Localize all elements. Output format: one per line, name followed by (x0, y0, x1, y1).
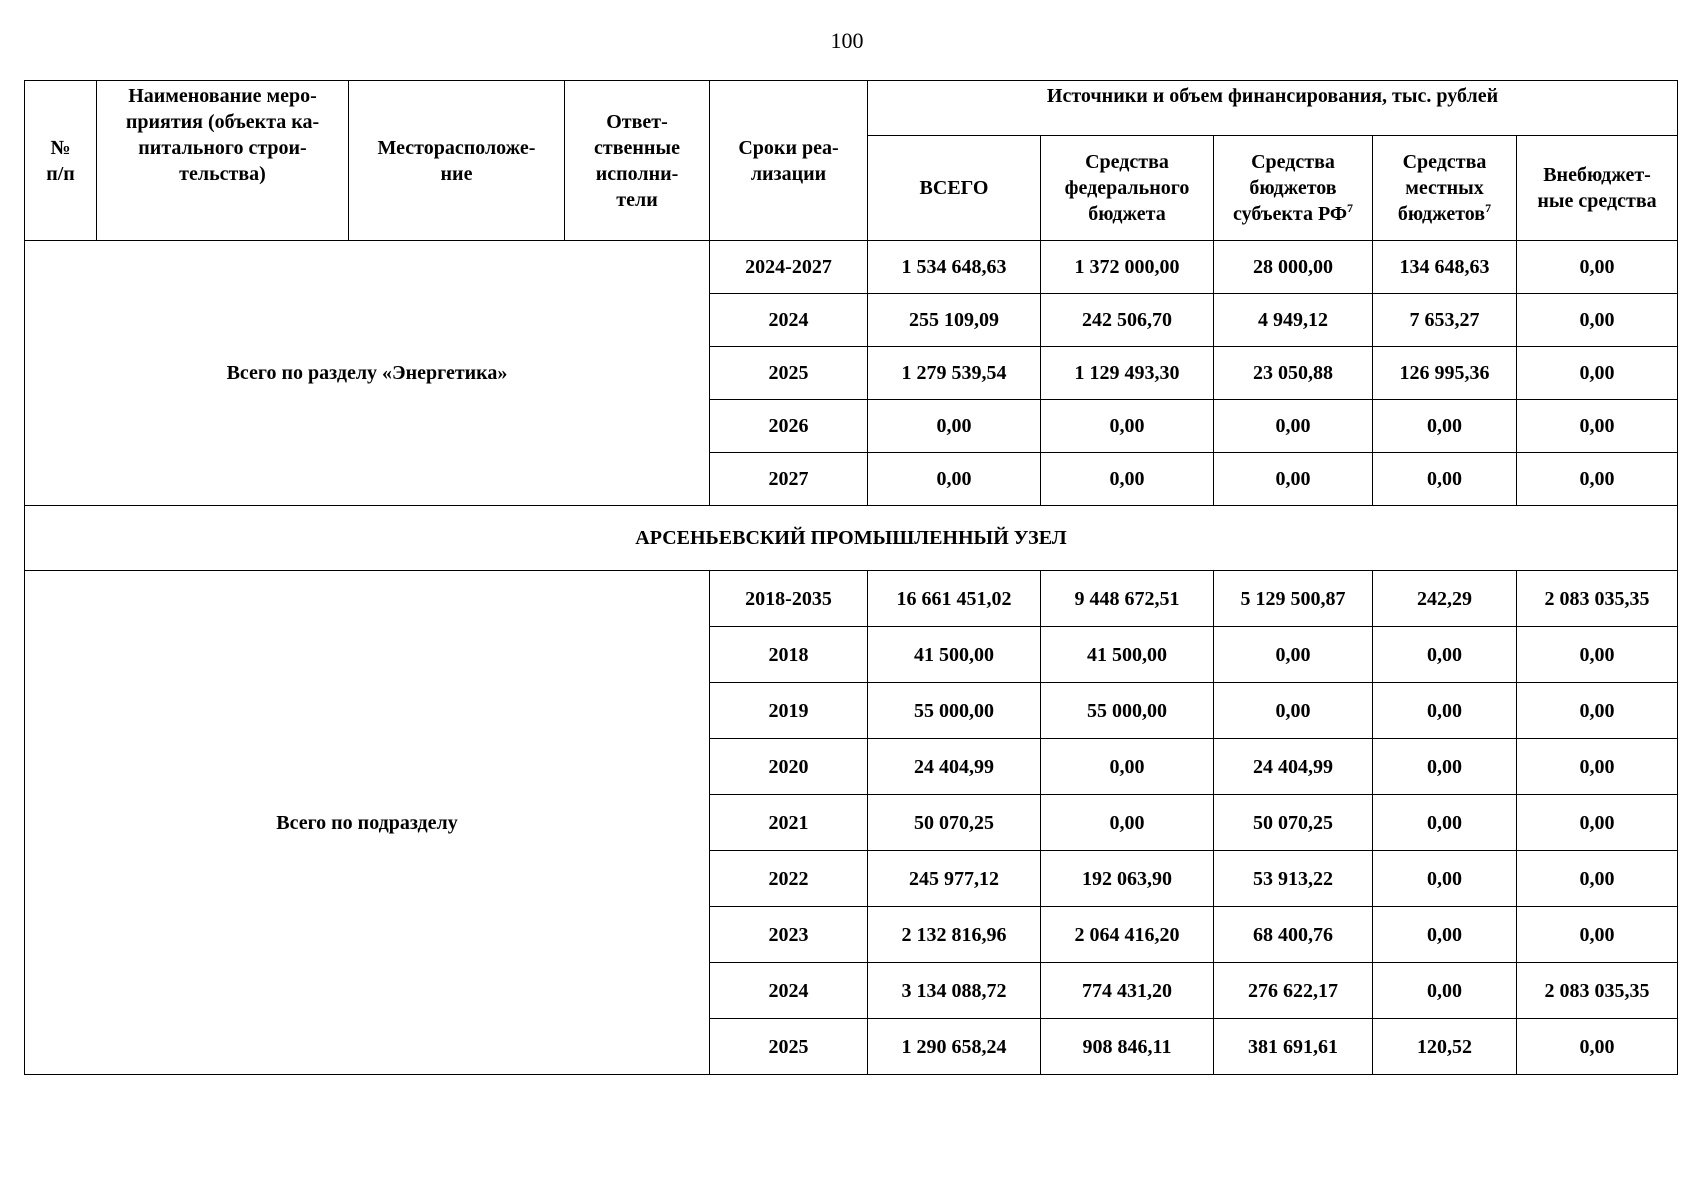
header-total: ВСЕГО (868, 136, 1041, 241)
cell-year: 2024 (710, 963, 868, 1019)
cell-extrabudget: 0,00 (1517, 1019, 1678, 1075)
header-responsible: Ответ- ственные исполни- тели (565, 81, 710, 241)
cell-federal: 1 129 493,30 (1041, 347, 1214, 400)
header-period: Сроки реа- лизации (710, 81, 868, 241)
header-extrabudget: Внебюджет- ные средства (1517, 136, 1678, 241)
cell-total: 1 290 658,24 (868, 1019, 1041, 1075)
cell-year: 2019 (710, 683, 868, 739)
cell-extrabudget: 0,00 (1517, 400, 1678, 453)
cell-regional: 23 050,88 (1214, 347, 1373, 400)
cell-federal: 0,00 (1041, 453, 1214, 506)
cell-regional: 53 913,22 (1214, 851, 1373, 907)
footnote-marker: 7 (1347, 201, 1354, 215)
cell-local: 0,00 (1373, 400, 1517, 453)
cell-year: 2018-2035 (710, 571, 868, 627)
cell-federal: 0,00 (1041, 795, 1214, 851)
cell-regional: 381 691,61 (1214, 1019, 1373, 1075)
cell-regional: 0,00 (1214, 627, 1373, 683)
cell-federal: 0,00 (1041, 400, 1214, 453)
cell-extrabudget: 0,00 (1517, 683, 1678, 739)
cell-local: 126 995,36 (1373, 347, 1517, 400)
cell-extrabudget: 0,00 (1517, 627, 1678, 683)
cell-federal: 9 448 672,51 (1041, 571, 1214, 627)
cell-total: 0,00 (868, 400, 1041, 453)
cell-total: 3 134 088,72 (868, 963, 1041, 1019)
cell-regional: 0,00 (1214, 453, 1373, 506)
header-location: Месторасположе- ние (349, 81, 565, 241)
cell-total: 41 500,00 (868, 627, 1041, 683)
cell-extrabudget: 2 083 035,35 (1517, 963, 1678, 1019)
table-body (25, 241, 1678, 1075)
cell-regional: 28 000,00 (1214, 241, 1373, 294)
cell-total: 255 109,09 (868, 294, 1041, 347)
header-number: № п/п (25, 81, 97, 241)
cell-regional: 0,00 (1214, 683, 1373, 739)
cell-federal: 242 506,70 (1041, 294, 1214, 347)
cell-local: 134 648,63 (1373, 241, 1517, 294)
cell-year: 2024-2027 (710, 241, 868, 294)
cell-regional: 276 622,17 (1214, 963, 1373, 1019)
cell-total: 2 132 816,96 (868, 907, 1041, 963)
cell-year: 2022 (710, 851, 868, 907)
cell-year: 2023 (710, 907, 868, 963)
cell-extrabudget: 0,00 (1517, 453, 1678, 506)
header-local: Средства местных бюджетов$^7$ (1373, 136, 1517, 241)
cell-year: 2018 (710, 627, 868, 683)
cell-local: 7 653,27 (1373, 294, 1517, 347)
cell-local: 0,00 (1373, 963, 1517, 1019)
cell-extrabudget: 2 083 035,35 (1517, 571, 1678, 627)
cell-local: 0,00 (1373, 683, 1517, 739)
cell-regional: 68 400,76 (1214, 907, 1373, 963)
cell-year: 2020 (710, 739, 868, 795)
header-financing-sources: Источники и объем финансирования, тыс. рублей (868, 81, 1678, 136)
cell-local: 0,00 (1373, 851, 1517, 907)
cell-total: 55 000,00 (868, 683, 1041, 739)
cell-federal: 41 500,00 (1041, 627, 1214, 683)
cell-federal: 774 431,20 (1041, 963, 1214, 1019)
cell-local: 120,52 (1373, 1019, 1517, 1075)
cell-local: 0,00 (1373, 795, 1517, 851)
cell-extrabudget: 0,00 (1517, 907, 1678, 963)
table-row (25, 571, 1678, 627)
financing-table (24, 80, 1678, 1075)
cell-extrabudget: 0,00 (1517, 851, 1678, 907)
cell-total: 50 070,25 (868, 795, 1041, 851)
cell-federal: 1 372 000,00 (1041, 241, 1214, 294)
cell-extrabudget: 0,00 (1517, 347, 1678, 400)
summary-label: Всего по подразделу (25, 571, 710, 1075)
cell-year: 2021 (710, 795, 868, 851)
page-number: 100 (830, 28, 864, 53)
cell-federal: 0,00 (1041, 739, 1214, 795)
summary-label: Всего по разделу «Энергетика» (25, 241, 710, 506)
header-regional: Средства бюджетов субъекта $РФ^7$ (1214, 136, 1373, 241)
cell-extrabudget: 0,00 (1517, 241, 1678, 294)
cell-regional: 24 404,99 (1214, 739, 1373, 795)
cell-local: 0,00 (1373, 453, 1517, 506)
cell-federal: 192 063,90 (1041, 851, 1214, 907)
cell-local: 0,00 (1373, 627, 1517, 683)
cell-regional: 4 949,12 (1214, 294, 1373, 347)
cell-federal: 2 064 416,20 (1041, 907, 1214, 963)
cell-year: 2026 (710, 400, 868, 453)
footnote-marker: 7 (1485, 201, 1492, 215)
section-heading-row (25, 506, 1678, 571)
cell-extrabudget: 0,00 (1517, 294, 1678, 347)
cell-total: 0,00 (868, 453, 1041, 506)
cell-extrabudget: 0,00 (1517, 739, 1678, 795)
cell-federal: 908 846,11 (1041, 1019, 1214, 1075)
cell-regional: 5 129 500,87 (1214, 571, 1373, 627)
cell-local: 242,29 (1373, 571, 1517, 627)
cell-year: 2027 (710, 453, 868, 506)
cell-year: 2025 (710, 1019, 868, 1075)
cell-year: 2025 (710, 347, 868, 400)
table-row (25, 241, 1678, 294)
cell-regional: 50 070,25 (1214, 795, 1373, 851)
cell-total: 1 279 539,54 (868, 347, 1041, 400)
cell-federal: 55 000,00 (1041, 683, 1214, 739)
header-federal: Средства федерального бюджета (1041, 136, 1214, 241)
cell-local: 0,00 (1373, 739, 1517, 795)
cell-total: 245 977,12 (868, 851, 1041, 907)
cell-total: 24 404,99 (868, 739, 1041, 795)
cell-year: 2024 (710, 294, 868, 347)
table-header (25, 81, 1678, 241)
header-event-name: Наименование меро- приятия (объекта ка- питального строи- тельства) (97, 81, 349, 241)
cell-regional: 0,00 (1214, 400, 1373, 453)
cell-total: 16 661 451,02 (868, 571, 1041, 627)
cell-extrabudget: 0,00 (1517, 795, 1678, 851)
cell-local: 0,00 (1373, 907, 1517, 963)
cell-total: 1 534 648,63 (868, 241, 1041, 294)
section-heading: АРСЕНЬЕВСКИЙ ПРОМЫШЛЕННЫЙ УЗЕЛ (25, 506, 1678, 571)
